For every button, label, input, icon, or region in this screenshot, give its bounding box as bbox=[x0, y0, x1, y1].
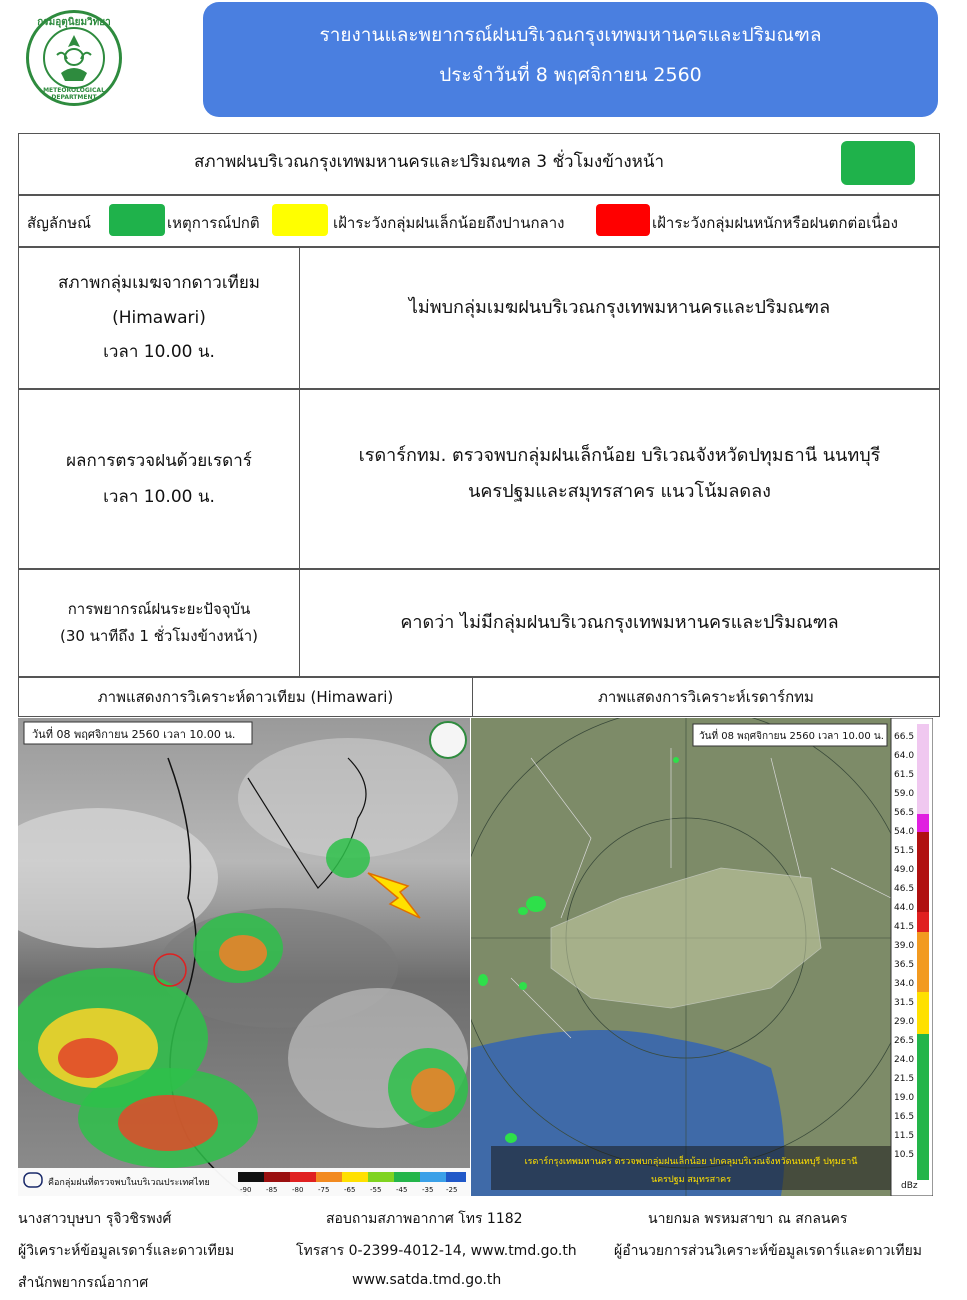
radar-label-1: ผลการตรวจฝนด้วยเรดาร์ bbox=[66, 450, 252, 471]
dbz-5: 54.0 bbox=[894, 827, 915, 837]
footer-director-name: นายกมล พรหมสาขา ณ สกลนคร bbox=[648, 1211, 848, 1227]
satellite-image bbox=[18, 718, 470, 1196]
dbz-3: 59.0 bbox=[894, 789, 915, 799]
radar-timestamp: วันที่ 08 พฤศจิกายน 2560 เวลา 10.00 น. bbox=[699, 731, 884, 742]
satellite-label-2: (Himawari) bbox=[112, 307, 206, 328]
sat-scale-1: -85 bbox=[266, 1186, 278, 1194]
dbz-22: 10.5 bbox=[894, 1150, 915, 1160]
dbz-0: 66.5 bbox=[894, 732, 915, 742]
footer-contact-fax[interactable]: โทรสาร 0-2399-4012-14, www.tmd.go.th bbox=[296, 1243, 577, 1259]
radar-panel-title: ภาพแสดงการวิเคราะห์เรดาร์กทม bbox=[472, 677, 940, 717]
legend-label: สัญลักษณ์ bbox=[27, 214, 92, 232]
satellite-temperature-scale bbox=[238, 1172, 466, 1182]
dbz-8: 46.5 bbox=[894, 884, 915, 894]
dbz-17: 24.0 bbox=[894, 1055, 915, 1065]
logo-bottom-text: METEOROLOGICAL DEPARTMENT bbox=[43, 87, 105, 101]
footer-contact-phone: สอบถามสภาพอากาศ โทร 1182 bbox=[326, 1211, 523, 1227]
dbz-2: 61.5 bbox=[894, 770, 915, 780]
radar-value-cell bbox=[299, 389, 940, 569]
footer-director-role: ผู้อำนวยการส่วนวิเคราะห์ข้อมูลเรดาร์และดาวเทียม bbox=[614, 1243, 923, 1259]
sat-scale-8: -25 bbox=[446, 1186, 458, 1194]
legend-text-watch-light: เฝ้าระวังกลุ่มฝนเล็กน้อยถึงปานกลาง bbox=[333, 214, 565, 232]
nowcast-label-1: การพยากรณ์ฝนระยะปัจจุบัน bbox=[67, 600, 251, 618]
header-banner bbox=[203, 2, 938, 117]
department-logo bbox=[26, 10, 122, 106]
satellite-label-cell bbox=[18, 247, 300, 389]
legend-swatch-yellow bbox=[272, 204, 328, 236]
legend-text-normal: เหตุการณ์ปกติ bbox=[167, 214, 260, 232]
dbz-13: 34.0 bbox=[894, 979, 915, 989]
dbz-18: 21.5 bbox=[894, 1074, 915, 1084]
legend-row bbox=[18, 195, 940, 247]
satellite-value: ไม่พบกลุ่มเมฆฝนบริเวณกรุงเทพมหานครและปริมณฑล bbox=[408, 297, 831, 318]
dbz-9: 44.0 bbox=[894, 903, 915, 913]
sat-scale-7: -35 bbox=[422, 1186, 434, 1194]
dbz-20: 16.5 bbox=[894, 1112, 915, 1122]
footer-analyst-role: ผู้วิเคราะห์ข้อมูลเรดาร์และดาวเทียม bbox=[18, 1243, 235, 1259]
satellite-value-cell bbox=[299, 247, 940, 389]
nowcast-value-cell bbox=[299, 569, 940, 677]
sat-scale-5: -55 bbox=[370, 1186, 382, 1194]
nowcast-label-2: (30 นาทีถึง 1 ชั่วโมงข้างหน้า) bbox=[59, 627, 259, 645]
satellite-label-1: สภาพกลุ่มเมฆจากดาวเทียม bbox=[58, 273, 260, 294]
radar-label-2: เวลา 10.00 น. bbox=[103, 487, 215, 507]
legend-swatch-green bbox=[109, 204, 165, 236]
dbz-14: 31.5 bbox=[894, 998, 915, 1008]
status-heading: สภาพฝนบริเวณกรุงเทพมหานครและปริมณฑล 3 ชั่วโมงข้างหน้า bbox=[193, 152, 665, 172]
radar-caption-2: นครปฐม สมุทรสาคร bbox=[650, 1175, 732, 1185]
sat-scale-4: -65 bbox=[344, 1186, 356, 1194]
sat-scale-6: -45 bbox=[396, 1186, 408, 1194]
footer-office: สำนักพยากรณ์อากาศ bbox=[18, 1275, 149, 1291]
dbz-15: 29.0 bbox=[894, 1017, 915, 1027]
status-indicator bbox=[841, 141, 915, 185]
nowcast-label-cell bbox=[18, 569, 300, 677]
radar-image bbox=[471, 718, 933, 1196]
legend-swatch-red bbox=[596, 204, 650, 236]
radar-caption-1: เรดาร์กรุงเทพมหานคร ตรวจพบกลุ่มฝนเล็กน้อย ปกคลุมบริเวณจังหวัดนนทบุรี ปทุมธานี bbox=[524, 1157, 858, 1167]
dbz-21: 11.5 bbox=[894, 1131, 915, 1141]
report-title: รายงานและพยากรณ์ฝนบริเวณกรุงเทพมหานครและปริมณฑล bbox=[319, 24, 822, 46]
dbz-16: 26.5 bbox=[894, 1036, 915, 1046]
satellite-timestamp: วันที่ 08 พฤศจิกายน 2560 เวลา 10.00 น. bbox=[32, 728, 236, 741]
radar-value-2: นครปฐมและสมุทรสาคร แนวโน้มลดลง bbox=[468, 480, 771, 502]
dbz-6: 51.5 bbox=[894, 846, 915, 856]
satellite-map-graphic bbox=[18, 718, 470, 1196]
sat-scale-0: -90 bbox=[240, 1186, 252, 1194]
radar-label-cell bbox=[18, 389, 300, 569]
status-row bbox=[18, 133, 940, 195]
report-date: ประจำวันที่ 8 พฤศจิกายน 2560 bbox=[439, 64, 702, 86]
nowcast-value: คาดว่า ไม่มีกลุ่มฝนบริเวณกรุงเทพมหานครและปริมณฑล bbox=[400, 612, 839, 634]
satellite-label-3: เวลา 10.00 น. bbox=[103, 342, 215, 363]
sat-scale-2: -80 bbox=[292, 1186, 304, 1194]
dbz-1: 64.0 bbox=[894, 751, 915, 761]
dbz-10: 41.5 bbox=[894, 922, 915, 932]
logo-top-text: กรมอุตุนิยมวิทยา bbox=[37, 17, 111, 28]
dbz-19: 19.0 bbox=[894, 1093, 915, 1103]
footer-website[interactable]: www.satda.tmd.go.th bbox=[352, 1272, 502, 1288]
emblem-icon bbox=[53, 33, 95, 83]
dbz-4: 56.5 bbox=[894, 808, 915, 818]
dbz-11: 39.0 bbox=[894, 941, 915, 951]
satellite-panel-title: ภาพแสดงการวิเคราะห์ดาวเทียม (Himawari) bbox=[18, 677, 473, 717]
radar-value-1: เรดาร์กทม. ตรวจพบกลุ่มฝนเล็กน้อย บริเวณจังหวัดปทุมธานี นนทบุรี bbox=[358, 445, 881, 466]
radar-map-graphic bbox=[471, 718, 933, 1196]
dbz-12: 36.5 bbox=[894, 960, 915, 970]
satellite-caption: คือกลุ่มฝนที่ตรวจพบในบริเวณประเทศไทย bbox=[48, 1178, 210, 1188]
dbz-7: 49.0 bbox=[894, 865, 915, 875]
dbz-unit: dBz bbox=[901, 1181, 918, 1191]
footer-analyst-name: นางสาวบุษบา รุจิวชิรพงศ์ bbox=[18, 1211, 172, 1227]
sat-scale-3: -75 bbox=[318, 1186, 330, 1194]
legend-text-watch-heavy: เฝ้าระวังกลุ่มฝนหนักหรือฝนตกต่อเนื่อง bbox=[652, 214, 898, 232]
